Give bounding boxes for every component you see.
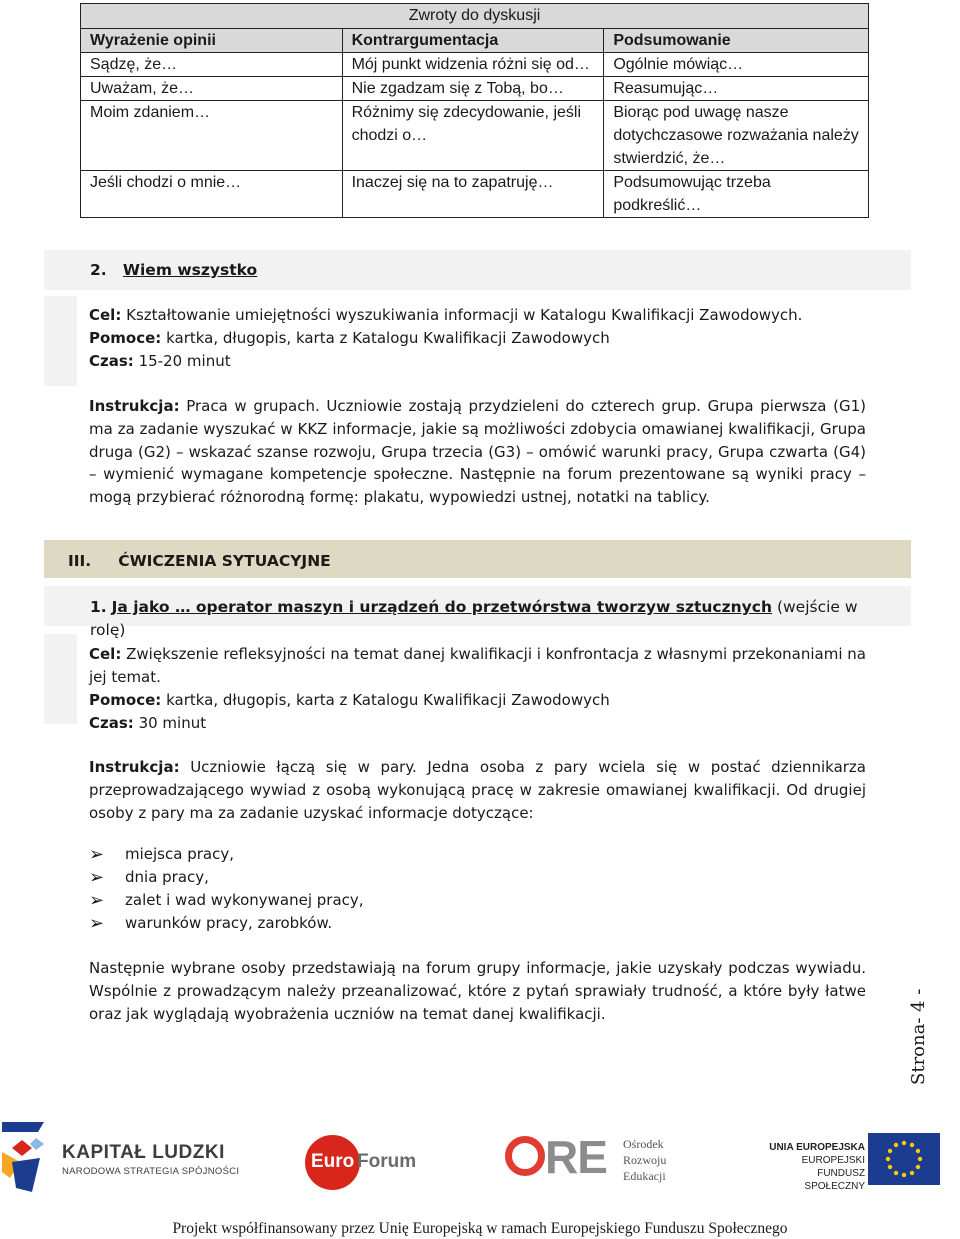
kapital-ludzki-emblem-icon xyxy=(2,1122,50,1194)
table-title: Zwroty do dyskusji xyxy=(81,4,869,29)
list-item: ➢ zalet i wad wykonywanej pracy, xyxy=(89,890,364,911)
table-header: Kontrargumentacja xyxy=(342,29,604,53)
ore-circle-icon xyxy=(505,1136,545,1176)
section-heading: 2. Wiem wszystko xyxy=(90,261,258,279)
table-cell: Różnimy się zdecydowanie, jeśli chodzi o… xyxy=(342,101,604,171)
table-cell: Ogólnie mówiąc… xyxy=(604,53,869,77)
table-cell: Jeśli chodzi o mnie… xyxy=(81,171,343,218)
sidebar-marker xyxy=(44,296,77,386)
ore-letters: RE xyxy=(545,1131,607,1183)
table-row xyxy=(81,101,869,171)
ore-caption: Ośrodek Rozwoju Edukacji xyxy=(623,1137,667,1183)
euroforum-logo xyxy=(305,1135,415,1190)
goal-text: Cel: Kształtowanie umiejętności wyszukiwania informacji w Katalogu Kwalifikacji Zawodowych. xyxy=(89,306,803,324)
eu-logo xyxy=(755,1133,945,1193)
sidebar-marker xyxy=(44,634,77,724)
table-row xyxy=(81,77,869,101)
list-item: ➢ miejsca pracy, xyxy=(89,844,234,865)
section-heading: III. ĆWICZENIA SYTUACYJNE xyxy=(68,552,331,570)
table-cell: Inaczej się na to zapatruję… xyxy=(342,171,604,218)
euroforum-euro: Euro xyxy=(311,1151,355,1172)
table-cell: Uważam, że… xyxy=(81,77,343,101)
aids-text: Pomoce: kartka, długopis, karta z Katalogu Kwalifikacji Zawodowych xyxy=(89,329,610,347)
checkmark-arrow-icon: ➢ xyxy=(89,913,105,934)
table-row xyxy=(81,171,869,218)
cofinancing-note: Projekt współfinansowany przez Unię Europejską w ramach Europejskiego Funduszu Społecznego xyxy=(172,1220,788,1237)
checkmark-arrow-icon: ➢ xyxy=(89,890,105,911)
table-cell: Reasumując… xyxy=(604,77,869,101)
list-item: ➢ warunków pracy, zarobków. xyxy=(89,913,333,934)
kl-subtitle: NARODOWA STRATEGIA SPÓJNOŚCI xyxy=(62,1166,240,1177)
table-cell: Podsumowując trzeba podkreślić… xyxy=(604,171,869,218)
table-cell: Mój punkt widzenia różni się od… xyxy=(342,53,604,77)
eu-caption: UNIA EUROPEJSKA EUROPEJSKI FUNDUSZ SPOŁECZNY xyxy=(769,1142,865,1192)
table-header: Wyrażenie opinii xyxy=(81,29,343,53)
exercise-heading: 1. Ja jako … operator maszyn i urządzeń do przetwórstwa tworzyw sztucznych (wejście w rolę) xyxy=(90,598,858,639)
checkmark-arrow-icon: ➢ xyxy=(89,867,105,888)
table-cell: Nie zgadzam się z Tobą, bo… xyxy=(342,77,604,101)
kl-title: KAPITAŁ LUDZKI xyxy=(62,1142,225,1163)
aids-text: Pomoce: kartka, długopis, karta z Katalogu Kwalifikacji Zawodowych xyxy=(89,691,610,709)
table-cell: Sądzę, że… xyxy=(81,53,343,77)
page-number: Strona- 4 - xyxy=(908,988,929,1085)
euroforum-forum: Forum xyxy=(357,1151,417,1172)
instruction-text: Instrukcja: Uczniowie łączą się w pary. Jedna osoba z pary wciela się w postać dziennikarza przeprowadzającego wywiad z osobą wykonującą pracę w zakresie omawianej kwalifikacji. Od drugiej osoby z pary ma za zadanie uzyskać informacje dotyczące: xyxy=(89,758,866,822)
table-row xyxy=(81,53,869,77)
info-list xyxy=(89,843,364,935)
list-item: ➢ dnia pracy, xyxy=(89,867,209,888)
time-text: Czas: 30 minut xyxy=(89,714,207,732)
eu-flag-icon xyxy=(868,1133,940,1185)
checkmark-arrow-icon: ➢ xyxy=(89,844,105,865)
time-text: Czas: 15-20 minut xyxy=(89,352,231,370)
instruction-text: Instrukcja: Praca w grupach. Uczniowie zostają przydzieleni do czterech grup. Grupa pierwsza (G1) ma za zadanie wyszukać w KKZ informacje, jakie są możliwości zdobycia omawianej kwalifikacji, Grupa druga (G2) – wskazać szanse rozwoju, Grupa trzecia (G3) – omówić warunki pracy, Grupa czwarta (G4) – wymienić wymagane kompetencje społeczne. Następnie na forum prezentowane są wyniki pracy – mogą przybierać różnorodną formę: plakatu, wypowiedzi ustnej, notatki na tablicy. xyxy=(89,397,866,507)
ore-logo xyxy=(505,1132,705,1192)
phrases-table xyxy=(80,3,869,218)
table-header: Podsumowanie xyxy=(604,29,869,53)
kapital-ludzki-logo xyxy=(0,1120,240,1195)
goal-text: Cel: Zwiększenie refleksyjności na temat danej kwalifikacji i konfrontacja z własnymi przekonaniami na jej temat. xyxy=(89,645,866,686)
table-cell: Biorąc pod uwagę nasze dotychczasowe rozważania należy stwierdzić, że… xyxy=(604,101,869,171)
closing-text: Następnie wybrane osoby przedstawiają na forum grupy informacje, jakie uzyskały podczas wywiadu. Wspólnie z prowadzącym należy przeanalizować, które z pytań sprawiały trudność, a które były łatwe oraz jak wyglądają wyobrażenia uczniów na temat danej kwalifikacji. xyxy=(89,959,866,1023)
table-cell: Moim zdaniem… xyxy=(81,101,343,171)
